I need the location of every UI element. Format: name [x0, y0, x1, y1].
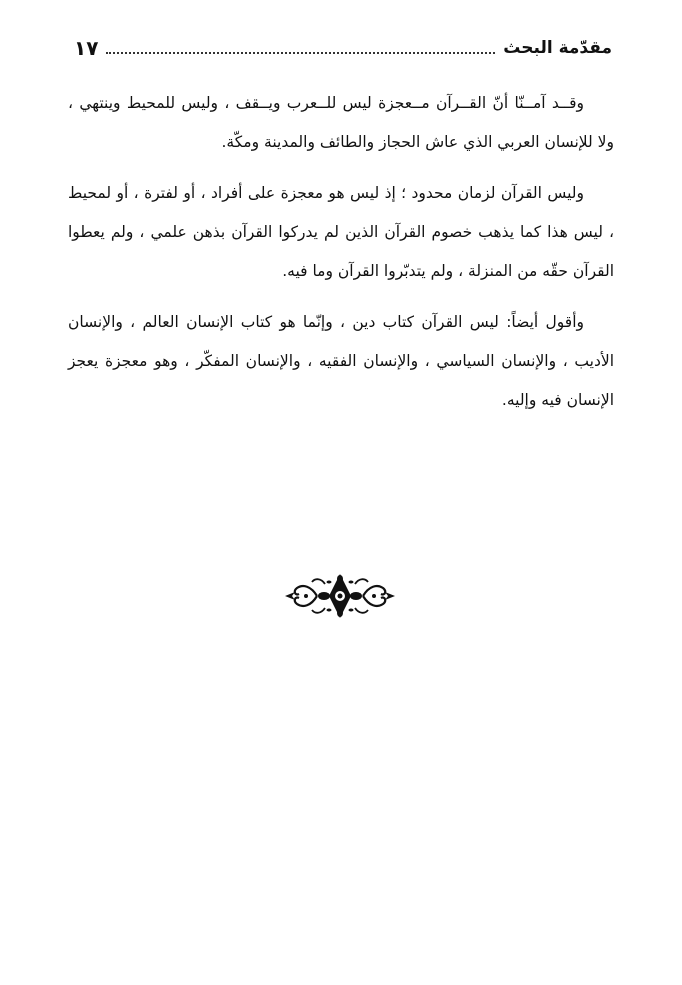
paragraph-1: وقــد آمــنّا أنّ القــرآن مــعجزة ليس للــعرب ويــقف ، وليس للمحيط وينتهي ، ولا للإنسان العربي الذي عاش الحجاز والطائف والمدينة ومكّة.	[68, 94, 614, 151]
floral-ornament-icon	[281, 570, 399, 622]
paragraph-2: وليس القرآن لزمان محدود ؛ إذ ليس هو معجزة على أفراد ، أو لفترة ، أو لمحيط ، ليس هذا كما يذهب خصوم القرآن الذين لم يدركوا القرآن بذهن علمي ، ولم يعطوا القرآن حقّه من المنزلة ، ولم يتدبّروا القرآن وما فيه.	[68, 184, 614, 280]
running-header	[74, 34, 612, 62]
body-text	[68, 84, 614, 432]
leader-dots	[106, 52, 495, 54]
chapter-title: مقدّمة البحث	[503, 38, 612, 58]
page-number: ١٧	[74, 36, 99, 60]
paragraph-3: وأقول أيضاً: ليس القرآن كتاب دين ، وإنّما هو كتاب الإنسان العالم ، والإنسان الأديب ، والإنسان السياسي ، والإنسان الفقيه ، والإنسان المفكّر ، وهو معجزة يعجز الإنسان فيه وإليه.	[68, 313, 614, 409]
